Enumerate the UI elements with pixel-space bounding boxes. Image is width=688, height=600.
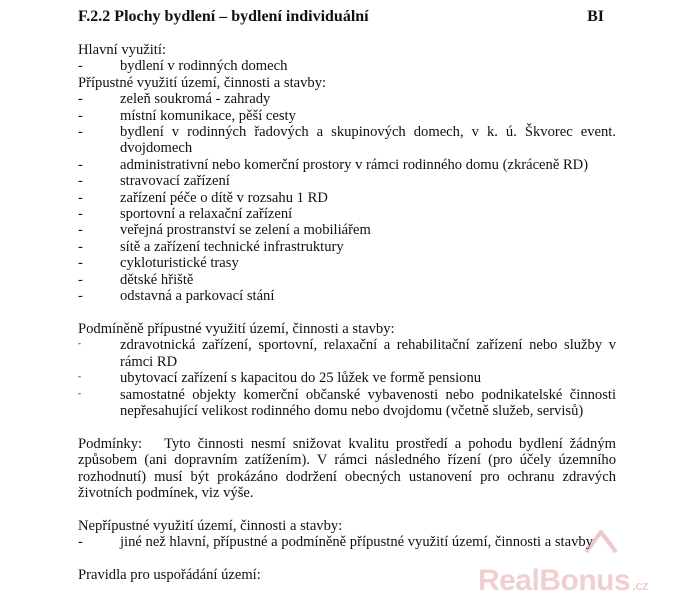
- list-item-text: stravovací zařízení: [120, 173, 230, 190]
- list-item-text: dětské hřiště: [120, 271, 194, 288]
- bullet-dash: -: [78, 338, 81, 349]
- list-item: [78, 239, 616, 255]
- conditional-label: Podmíněně přípustné využití území, činnosti a stavby:: [78, 320, 395, 337]
- paragraph-gap: [78, 501, 616, 517]
- watermark-tld: .cz: [632, 578, 648, 593]
- list-item-text: zařízení péče o dítě v rozsahu 1 RD: [120, 189, 328, 206]
- list-item: [78, 58, 616, 74]
- bullet-dash: -: [78, 91, 83, 108]
- list-item-text: administrativní nebo komerční prostory v rámci rodinného domu (zkráceně RD): [120, 156, 589, 173]
- list-item-text: veřejná prostranství se zelení a mobiliářem: [120, 222, 371, 239]
- section-code: BI: [587, 8, 604, 25]
- bullet-dash: -: [78, 107, 83, 124]
- realbonus-watermark: [478, 558, 648, 598]
- list-item-text: cykloturistické trasy: [120, 255, 239, 272]
- prohibited-label: Nepřípustné využití území, činnosti a stavby:: [78, 517, 343, 534]
- main-use-label: Hlavní využití:: [78, 42, 166, 58]
- list-item: [78, 190, 616, 206]
- bullet-dash: -: [78, 387, 81, 398]
- conditions-label: Podmínky:: [78, 435, 143, 452]
- list-item: [78, 108, 616, 124]
- bullet-dash: -: [78, 222, 83, 239]
- paragraph-gap: [78, 419, 616, 435]
- bullet-dash: -: [78, 238, 83, 255]
- list-item: [78, 272, 616, 288]
- bullet-dash: -: [78, 288, 83, 305]
- list-item-text: sportovní a relaxační zařízení: [120, 206, 293, 223]
- list-item: [78, 124, 616, 157]
- list-item: [78, 288, 616, 304]
- conditions-text: Tyto činnosti nesmí snižovat kvalitu prostředí a pohodu bydlení žádným způsobem (ani dopravním zatížením). V rámci následného řízení (pro účely územního rozhodnutí) musí být prokázáno dodržení obecných ustanovení pro ochranu zdravých životních podmínek, viz výše.: [78, 435, 616, 501]
- section-title: F.2.2 Plochy bydlení – bydlení individuální: [78, 8, 369, 25]
- paragraph-gap: [78, 305, 616, 321]
- list-item-text: bydlení v rodinných řadových a skupinových domech, v k. ú. Škvorec event. dvojdomech: [120, 124, 616, 157]
- list-item-text: odstavná a parkovací stání: [120, 288, 275, 305]
- list-item-text: jiné než hlavní, přípustné a podmíněně přípustné využití území, činnosti a stavby: [120, 534, 593, 551]
- list-item-text: samostatné objekty komerční občanské vybavenosti nebo podnikatelské činnosti nepřesahující velikost rodinného domu nebo dvojdomu (včetně služeb, servisů): [120, 386, 616, 419]
- list-item: [78, 534, 616, 550]
- watermark-brand-real: Real: [477, 564, 540, 597]
- list-item-text: bydlení v rodinných domech: [120, 58, 288, 75]
- document-body: [78, 42, 616, 583]
- watermark-brand-bonus: Bonus: [539, 564, 631, 597]
- bullet-dash: -: [78, 189, 83, 206]
- bullet-dash: -: [78, 255, 83, 272]
- bullet-dash: -: [78, 371, 81, 382]
- list-item: [78, 173, 616, 189]
- bullet-dash: -: [78, 271, 83, 288]
- list-item-text: sítě a zařízení technické infrastruktury: [120, 238, 344, 255]
- list-item-text: místní komunikace, pěší cesty: [120, 107, 296, 124]
- bullet-dash: -: [78, 58, 83, 75]
- permitted-label: Přípustné využití území, činnosti a stavby:: [78, 74, 327, 91]
- list-item: [78, 387, 616, 420]
- section-heading: [78, 6, 604, 28]
- list-item: [78, 157, 616, 173]
- list-item: [78, 206, 616, 222]
- list-item: [78, 222, 616, 238]
- bullet-dash: -: [78, 173, 83, 190]
- bullet-dash: -: [78, 206, 83, 223]
- list-item: [78, 337, 616, 370]
- bullet-dash: -: [78, 156, 83, 173]
- conditions-paragraph: [78, 436, 616, 502]
- list-item: [78, 91, 616, 107]
- list-item-text: zdravotnická zařízení, sportovní, relaxační a rehabilitační zařízení nebo služby v rámci RD: [120, 337, 616, 370]
- house-roof-icon: [584, 528, 618, 554]
- bullet-dash: -: [78, 124, 83, 141]
- list-item-text: zeleň soukromá - zahrady: [120, 91, 271, 108]
- list-item-text: ubytovací zařízení s kapacitou do 25 lůžek ve formě pensionu: [120, 370, 482, 387]
- list-item: [78, 255, 616, 271]
- bullet-dash: -: [78, 534, 83, 551]
- rules-label: Pravidla pro uspořádání území:: [78, 566, 261, 583]
- list-item: [78, 370, 616, 386]
